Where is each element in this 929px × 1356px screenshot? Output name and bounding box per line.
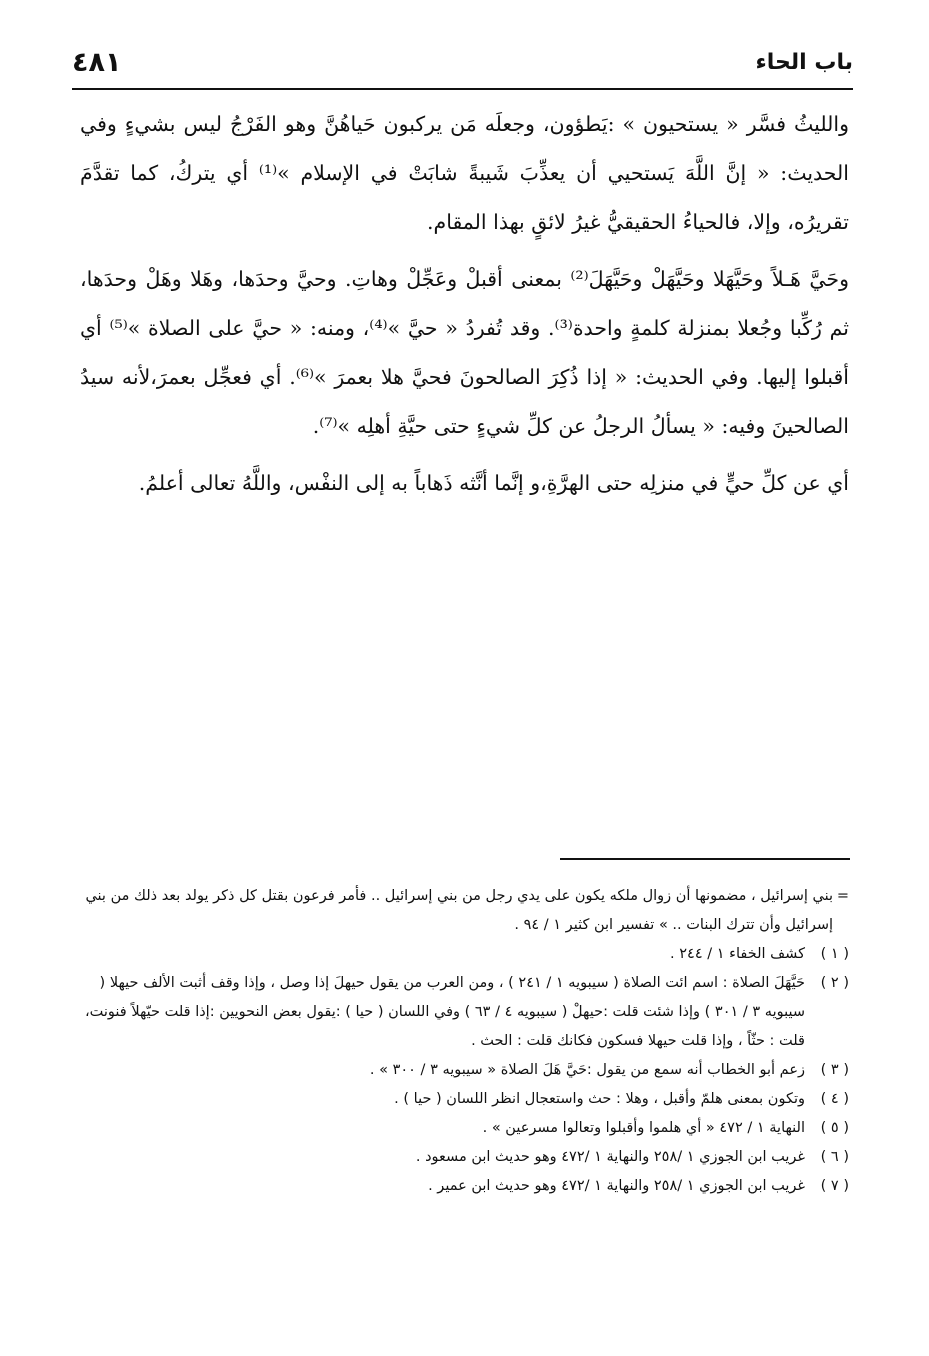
footnote-separator — [560, 858, 850, 860]
footnote-text: غريب ابن الجوزي ١ /٢٥٨ والنهاية ١ /٤٧٢ وهو حديث ابن عمير . — [428, 1178, 805, 1194]
main-text — [80, 100, 849, 516]
page-number: ٤٨١ — [72, 46, 122, 78]
footnote-item — [80, 1114, 849, 1143]
paragraph: والليثُ فسَّر « يستحيون » :يَطؤون، وجعلَه مَن يركبون حَياهُنَّ وهو الفَرْجُ ليس بشيءٍ وفي الحديث: « إنَّ اللَّهَ يَستحيي أن يعذِّبَ شَيبةً شابَتْ في الإسلام »⁽¹⁾ أي يتركُ، كما تقدَّمَ تقريرُه، وإلا، فالحياءُ الحقيقيُّ غيرُ لائقٍ بهذا المقام. — [80, 112, 849, 234]
footnotes — [80, 882, 849, 1201]
footnote-text: وتكون بمعنى هلمّ وأقبل ، وهلا : حث واستعجال انظر اللسان ( حيا ) . — [394, 1091, 805, 1107]
footnote-text: بني إسرائيل ، مضمونها أن زوال ملكه يكون على يدي رجل من بني إسرائيل .. فأمر فرعون بقتل كل ذكر يولد بعد ذلك من بني إسرائيل وأن تترك البنات .. » تفسير ابن كثير ١ / ٩٤ . — [85, 888, 833, 933]
footnote-text: حَيَّهَلَ الصلاة : اسم ائت الصلاة ( سيبويه ١ / ٢٤١ ) ، ومن العرب من يقول حيهلَ إذا وصل ، وإذا وقف أثبت الألف حيهلا ( سيبويه ٣ / ٣٠١ ) وإذا شئت قلت :حيهلْ ( سيبويه ٤ / ٦٣ ) وفي اللسان ( حيا ) :يقول بعض النحويين :إذا قلت حيّهلاً فنونت، قلت : حثّاً ، وإذا قلت حيهلا فسكون فكانك قلت : الحث . — [84, 975, 805, 1049]
footnote-item — [80, 1056, 849, 1085]
footnote-text: زعم أبو الخطاب أنه سمع من يقول :حَيَّ هَلَ الصلاة « سيبويه ٣ / ٣٠٠ » . — [369, 1062, 805, 1078]
footnote-number: ( ٢ ) — [820, 975, 849, 991]
page-header — [72, 40, 853, 84]
footnote-item — [80, 940, 849, 969]
footnote-text: النهاية ١ / ٤٧٢ « أي هلموا وأقبلوا وتعالوا مسرعين » . — [482, 1120, 805, 1136]
chapter-title: باب الحاء — [755, 49, 853, 75]
paragraph: وحَيَّ هَـلاً وحَيَّهَلا وحَيَّهَلْ وحَيَّهَلَ⁽²⁾ بمعنى أقبلْ وعَجِّلْ وهاتِ. وحيَّ وحدَها، وهَلا وهَلْ وحدَها، ثم رُكِّبا وجُعلا بمنزلة كلمةٍ واحدة⁽³⁾. وقد تُفردُ « حيَّ »⁽⁴⁾، ومنه: « حيَّ على الصلاة »⁽⁵⁾ أي أقبلوا إليها. وفي الحديث: « إذا ذُكِرَ الصالحونَ فحيَّ هلا بعمرَ »⁽⁶⁾. أي فعجِّل بعمرَ،لأنه سيدُ الصالحينَ وفيه: « يسألُ الرجلُ عن كلِّ شيءٍ حتى حيَّةِ أهلِه »⁽⁷⁾. — [80, 267, 849, 438]
footnote-item — [80, 1143, 849, 1172]
footnote-number: ( ٤ ) — [820, 1091, 849, 1107]
footnote-number: ( ١ ) — [820, 946, 849, 962]
footnote-text: كشف الخفاء ١ / ٢٤٤ . — [670, 946, 805, 962]
footnote-item — [80, 1085, 849, 1114]
footnote-number: ( ٣ ) — [820, 1062, 849, 1078]
footnote-number: ( ٦ ) — [820, 1149, 849, 1165]
paragraph: أي عن كلِّ حيٍّ في منزلِه حتى الهرَّةِ،و إنَّما أنَّثه ذَهاباً به إلى النفْس، واللَّهُ تعالى أعلمُ. — [138, 471, 849, 495]
footnote-item — [80, 1172, 849, 1201]
footnote-continued — [80, 882, 849, 940]
footnote-continuation-marker: = — [836, 888, 849, 904]
footnote-text: غريب ابن الجوزي ١ /٢٥٨ والنهاية ١ /٤٧٢ وهو حديث ابن مسعود . — [415, 1149, 805, 1165]
footnote-number: ( ٧ ) — [820, 1178, 849, 1194]
footnote-number: ( ٥ ) — [820, 1120, 849, 1136]
footnote-item — [80, 969, 849, 1056]
header-rule — [72, 88, 853, 90]
